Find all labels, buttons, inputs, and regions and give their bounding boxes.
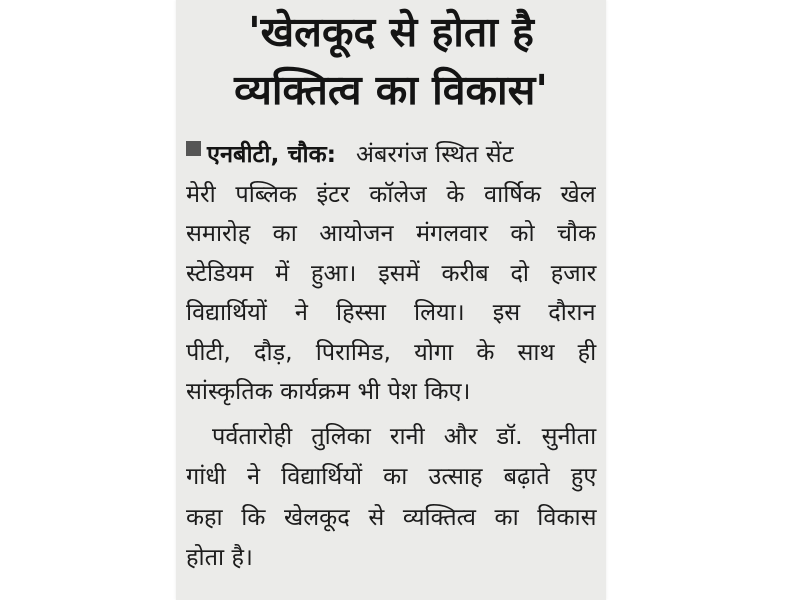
article-line-7 — [186, 377, 596, 405]
article-text: पर्वतारोही तुलिका रानी और डॉ. सुनीता — [212, 422, 597, 450]
article-line-4 — [186, 259, 597, 287]
article-text: विद्यार्थियों ने हिस्सा लिया। इस दौरान — [186, 298, 596, 326]
article-line-11 — [186, 543, 596, 571]
article-line-5 — [186, 298, 596, 326]
article-line-2 — [186, 180, 596, 208]
article-text: सांस्कृतिक कार्यक्रम भी पेश किए। — [186, 377, 471, 405]
article-text: कहा कि खेलकूद से व्यक्तित्व का विकास — [186, 503, 597, 531]
article-text: होता है। — [186, 543, 253, 571]
article-text: समारोह का आयोजन मंगलवार को चौक — [186, 219, 597, 247]
article-line-8 — [212, 422, 597, 450]
dateline: एनबीटी, चौक: — [207, 140, 337, 168]
article-text: मेरी पब्लिक इंटर कॉलेज के वार्षिक खेल — [186, 180, 596, 208]
article-line-9 — [186, 462, 597, 490]
article-text: अंबरगंज स्थित सेंट — [356, 140, 514, 168]
article-line-6 — [186, 338, 597, 366]
headline-line-2: व्यक्तित्व का विकास' — [234, 66, 548, 114]
article-text: गांधी ने विद्यार्थियों का उत्साह बढ़ाते हुए — [186, 462, 597, 490]
headline-line-1: 'खेलकूद से होता है — [248, 8, 534, 56]
article-line-10 — [186, 503, 597, 531]
newspaper-clipping — [176, 0, 606, 600]
article-line-1 — [186, 140, 596, 168]
article-text: स्टेडियम में हुआ। इसमें करीब दो हजार — [186, 259, 597, 287]
bullet-square-icon — [186, 141, 201, 156]
article-line-3 — [186, 219, 597, 247]
article-text: पीटी, दौड़, पिरामिड, योगा के साथ ही — [186, 338, 597, 366]
